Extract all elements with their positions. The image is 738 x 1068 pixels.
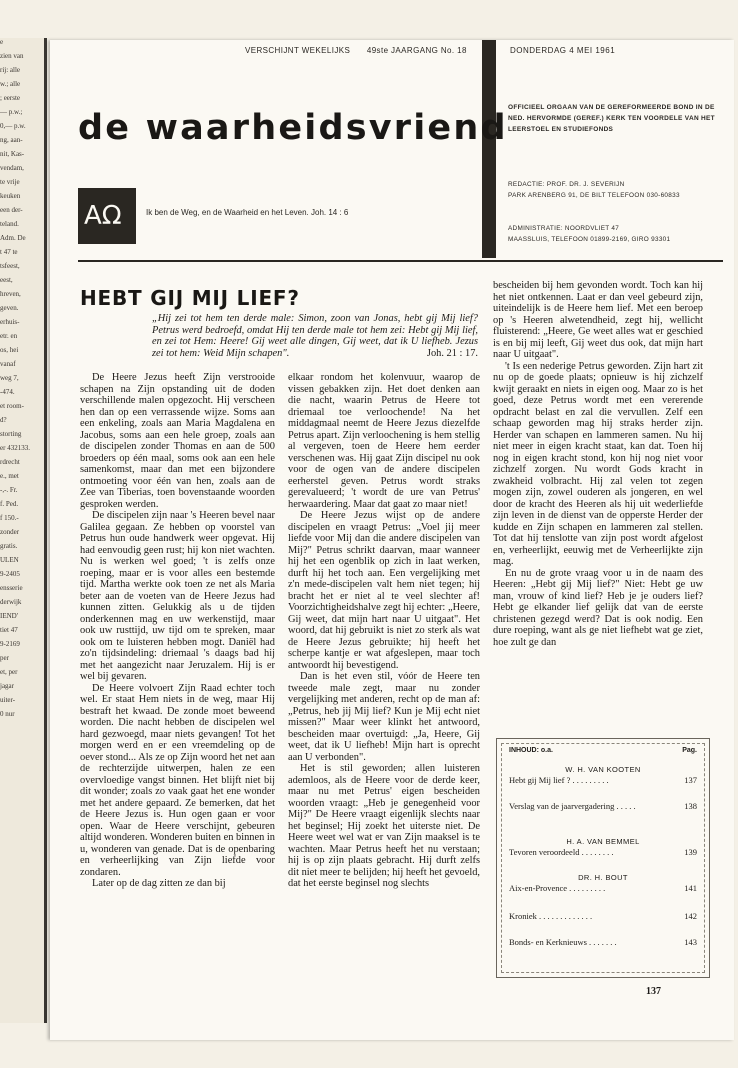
paragraph: elkaar rondom het kolenvuur, waarop de vissen gebakken zijn. Het doet denken aan die nacht, waarin Petrus de Heere tot driemaal toe verloochende! Na het middagmaal neemt de Heere Jezus diezelfde Petrus apart. Zijn verloochening is hem stellig al vergeven, toen de Heere hem eerder verschenen was. Hij gaat Zijn discipel nu ook voor de ogen van de andere discipelen eerherstel geven. Petrus wordt straks gerevalueerd; 't wordt de ure van Petrus' herwaardering. Maar dat gaat zo maar niet! — [288, 372, 480, 510]
toc-item — [509, 837, 697, 857]
previous-page-fragment: -474. — [0, 388, 15, 396]
previous-page-fragment: per — [0, 654, 9, 662]
logo-letters: ΑΩ — [84, 201, 122, 231]
masthead-title: de waarheidsvriend — [78, 108, 508, 148]
toc-title: Hebt gij Mij lief ? . . . . . . . . . — [509, 775, 609, 785]
previous-page-fragment: uiter- — [0, 696, 16, 704]
previous-page-fragment: rdrecht — [0, 458, 20, 466]
toc-item — [509, 911, 697, 921]
toc-heading: INHOUD: o.a. — [509, 747, 553, 754]
previous-page-fragment: derwijk — [0, 598, 22, 606]
issue-date: DONDERDAG 4 MEI 1961 — [510, 46, 616, 55]
toc-page-label: Pag. — [682, 747, 697, 754]
previous-page-fragment: -,-. Fr. — [0, 486, 18, 494]
previous-page-fragment: et room- — [0, 402, 24, 410]
administration-line: ADMINISTRATIE: NOORDVLIET 47 — [508, 225, 620, 232]
previous-page-fragment: jagar — [0, 682, 14, 690]
previous-page-fragment: weg 7, — [0, 374, 19, 382]
paragraph: 't Is een nederige Petrus geworden. Zijn hart zit nu op de goede plaats; opnieuw is hij zichzelf kwijt geraakt en niets in eigen oog. Maar zo is het goed, deze Petrus wordt met een vererende opdracht belast en zal die vervullen. Zelf een schaap geworden mag hij straks herder zijn. Herder van schapen en lammeren samen. Nu hij niet meer in eigen kracht staat, kan dat. Toen hij nog in eigen kracht stond, kon hij nog niet voor zichzelf zorgen. Nu wordt Gods kracht in zwakheid volbracht. Hij zal velen tot zegen mogen zijn, zowel ouderen als jongeren, en wel door de kracht des Heeren als hij uit wederliefde zijn leven in de dienst van de opperste Herder der kudde en Zijn schapen en lammeren zal stellen. Tot dat hij tenslotte van zijn post wordt afgelost en, verheerlijkt, eeuwig met de Verheerlijkte zijn mag. — [493, 360, 703, 567]
toc-page: 137 — [684, 775, 697, 785]
editor-address: PARK ARENBERG 91, DE BILT TELEFOON 030-60833 — [508, 192, 680, 199]
header-rule — [78, 260, 723, 262]
article-headline: HEBT GIJ MIJ LIEF? — [80, 286, 300, 310]
toc-page: 142 — [684, 911, 697, 921]
quote-reference: Joh. 21 : 17. — [426, 347, 478, 359]
previous-page-fragment: f 150.- — [0, 514, 19, 522]
previous-page-fragment: gratis. — [0, 542, 18, 550]
paragraph: De Heere Jezus wijst op de andere discipelen en vraagt Petrus: „Voel jij meer liefde voor Mij dan die andere discipelen van Mij?" Petrus schrikt daarvan, maar wanneer hij het een ogenblik op zich in laat werken, durft hij het toch aan. Een vergelijking met z'n mede-discipelen valt hem niet tegen; hij bracht het er niet al te veel slechter af! Voorzichtigheidshalve zegt hij echter: „Heere, Gij weet, dat mijn hart naar U uitgaat". Het woord, dat hij gebruikt is niet zo sterk als wat de Heere Jezus gebruikte; hij heeft het scherpe kantje er wat afgeslepen, maar toch antwoordt hij bevestigend. — [288, 510, 480, 671]
publication-frequency: VERSCHIJNT WEKELIJKS — [245, 46, 351, 55]
previous-page-fragment: t 47 te — [0, 248, 18, 256]
toc-page: 143 — [684, 937, 697, 947]
header-divider — [482, 40, 496, 258]
previous-page-fragment: hreven, — [0, 290, 21, 298]
toc-author: DR. H. BOUT — [578, 873, 628, 882]
previous-page-fragment: Adm. De — [0, 234, 26, 242]
toc-page: 138 — [684, 801, 697, 811]
previous-page-fragment: tsfeest, — [0, 262, 20, 270]
paragraph: Later op de dag zitten ze dan bij — [92, 878, 226, 889]
toc-title: Bonds- en Kerknieuws . . . . . . . — [509, 937, 617, 947]
previous-page-fragment: vendam, — [0, 164, 24, 172]
previous-page-fragment: — p.w.; — [0, 108, 23, 116]
previous-page-fragment: d? — [0, 416, 7, 424]
previous-page-fragment: os, hei — [0, 346, 19, 354]
toc-page: 139 — [684, 847, 697, 857]
toc-author: H. A. VAN BEMMEL — [566, 837, 640, 846]
article-column-1 — [80, 372, 275, 890]
previous-page-fragment: e., met — [0, 472, 19, 480]
previous-page-fragment: ng, aan- — [0, 136, 23, 144]
previous-page-fragment: f. Ped. — [0, 500, 19, 508]
toc-item — [509, 801, 697, 811]
previous-page-fragment: vanaf — [0, 360, 16, 368]
previous-page-fragment: een der- — [0, 206, 23, 214]
toc-author: W. H. VAN KOOTEN — [565, 765, 641, 774]
publication-line — [245, 46, 481, 55]
volume-number: 49ste JAARGANG No. 18 — [366, 46, 467, 55]
previous-page-fragment: erhuis- — [0, 318, 20, 326]
toc-item — [509, 765, 697, 785]
toc-item — [509, 873, 697, 893]
editorial-info — [508, 179, 723, 201]
toc-title: Tevoren veroordeeld . . . . . . . . — [509, 847, 614, 857]
previous-page-fragment: ensserie — [0, 584, 23, 592]
paragraph: De Heere volvoert Zijn Raad echter toch wel. Er staat Hem niets in de weg, maar Hij bestraft het kwaad. De zonde moet beweend worden. Die nacht hebben de discipelen wel hard gezwoegd, maar niets gevangen! Tot het morgen werd en er een vreemdeling op de oever stond... Als ze op Zijn woord het net aan de rechterzijde uitwerpen, halen ze een overvloedige vangst binnen. Het blijft niet bij dit wonder; zoals zo vaak gaat het ene wonder met het andere gepaard. Ze bemerken, dat het de Heere Jezus is. Hun ogen gaan er voor open. Waar de Heere verschijnt, gebeuren altijd wonderen. Wonderen buiten en binnen in u, wonderen van genade. Dat is de openbaring en verheerlijking van Zijn liefde voor zondaren. — [80, 682, 275, 878]
organization-statement: OFFICIEEL ORGAAN VAN DE GEREFORMEERDE BOND IN DE NED. HERVORMDE (GEREF.) KERK TEN VOORDELE VAN HET LEERSTOEL EN STUDIEFONDS — [508, 104, 715, 133]
editor-line: REDACTIE: PROF. DR. J. SEVERIJN — [508, 181, 625, 188]
previous-page-fragment: IEND' — [0, 612, 18, 620]
previous-page-fragment: teland. — [0, 220, 19, 228]
previous-page-fragment: nit, Kas- — [0, 150, 25, 158]
paragraph: De Heere Jezus heeft Zijn verstrooide schapen na Zijn opstanding uit de doden verschillende malen opgezocht. Hij verscheen hen dan op een verrassende wijze. Soms aan een enkeling, zoals aan Maria Magdalena en Jacobus, soms aan een hele groep, zoals aan de discipelen zonder Thomas en aan de 500 broeders op één maal, soms ook aan een hele samenkomst, maar dan met een bijzondere ontmoeting voor één van hen, zoals aan de Zee van Tiberias, toen bovenstaande woorden gesproken werden. — [80, 372, 275, 510]
article-column-3 — [493, 280, 703, 648]
previous-page-fragment: etr. en — [0, 332, 18, 340]
alpha-omega-logo — [78, 188, 136, 244]
previous-page-fragment: 0,— p.w. — [0, 122, 26, 130]
previous-page-fragment: te vrije — [0, 178, 20, 186]
previous-page-fragment: zien van — [0, 52, 24, 60]
previous-page-fragment: 9-2405 — [0, 570, 20, 578]
previous-page-fragment: storting — [0, 430, 22, 438]
previous-page-fragment: ULEN — [0, 556, 19, 564]
administration-address: MAASSLUIS, TELEFOON 01899-2169, GIRO 93301 — [508, 236, 671, 243]
previous-page-fragment: w.; alle — [0, 80, 21, 88]
article-column-2 — [288, 372, 480, 890]
toc-page: 141 — [684, 883, 697, 893]
toc-title: Aix-en-Provence . . . . . . . . . — [509, 883, 606, 893]
previous-page-fragment: 0 nur — [0, 710, 15, 718]
page-number: 137 — [646, 986, 661, 997]
previous-page-fragment: er 432133. — [0, 444, 30, 452]
quote-text: „Hij zei tot hem ten derde male: Simon, zoon van Jonas, hebt gij Mij lief? Petrus werd bedroefd, omdat Hij ten derde male tot hem zei: Hebt gij Mij lief, en zei tot Hem: Heere! Gij weet alle dingen, Gij weet, dat ik U liefheb. Jezus zei tot hem: Weid Mijn schapen". — [152, 313, 478, 359]
table-of-contents — [496, 738, 710, 978]
article-quote — [152, 313, 478, 359]
motto: Ik ben de Weg, en de Waarheid en het Leven. Joh. 14 : 6 — [146, 208, 349, 217]
previous-page-fragment: geven. — [0, 304, 19, 312]
paragraph: Het is stil geworden; allen luisteren ademloos, als de Heere voor de derde keer, maar nu met Petrus' eigen bescheiden woorden vraagt: „Heb je genegenheid voor Mij?" De Heere vraagt eigenlijk slechts naar het beginsel; Hij zoekt het uiterste niet. De Heere weet wel wat er van Zijn maaksel is te wachten. Maar Petrus heeft het nu verstaan; hij is op zijn plaats gebracht. Hij durft zelfs dit niet meer te belijden; hij heeft het gevoeld, dat het eerste beginsel nog slechts — [288, 763, 480, 889]
paragraph: bescheiden bij hem gevonden wordt. Toch kan hij het niet ontkennen. Laat er dan veel gebeurd zijn, uiteindelijk is de Heere hem lief. Met een beroep op 's Heeren alwetendheid, zegt hij, wellicht fluisterend: „Heere, Ge weet alles wat er geschied is en bij mij leeft, Gij weet dus ook, dat mijn hart naar U uitgaat". — [493, 280, 703, 360]
previous-page-fragment: et, per — [0, 668, 18, 676]
toc-item — [509, 937, 697, 947]
toc-title: Verslag van de jaarvergadering . . . . . — [509, 801, 636, 811]
previous-page-fragment: tiet 47 — [0, 626, 18, 634]
previous-page-fragment: eest, — [0, 276, 13, 284]
administration-info — [508, 223, 723, 245]
previous-page-fragment: 9-2169 — [0, 640, 20, 648]
previous-page-fragment: keuken — [0, 192, 21, 200]
previous-page-fragment: e — [0, 38, 4, 46]
paragraph: De discipelen zijn naar 's Heeren bevel naar Galilea gegaan. Ze hebben op voorstel van Petrus hun oude handwerk weer opgevat. Hij had eenvoudig geen rust; hij kon niet wachten. Nu is werken wel goed; 't is zelfs onze roeping, maar er is voor alles een bestemde tijd. Martha werkte ook toen ze net als Maria beter aan de voeten van de Heere Jezus had kunnen zitten. Gelukkig als u de tijden onderkennen mag en uw werkenstijd, maar ook uw rusttijd, uw tijd om te spreken, maar ook om te luisteren hebben mogt. Daniël had zo'n tijdsindeling: driemaal 's daags bad hij met het aangezicht naar Jeruzalem. Hij is er wel bij gevaren. — [80, 510, 275, 682]
previous-page-fragment: ; eerste — [0, 94, 21, 102]
paragraph: En nu de grote vraag voor u in de naam des Heeren: „Hebt gij Mij lief?" Niet: Hebt ge uw man, vrouw of kind lief? Heb je je ouders lief? Hebt ge elkander lief gelijk dat van de eerste christenen gezegd werd? Dat is ook nodig. Een dure roeping, want als ge niet liefhebt wat ge ziet, hoe zult ge dan — [493, 567, 703, 648]
toc-header — [509, 747, 697, 754]
previous-page-edge — [0, 38, 47, 1023]
toc-title: Kroniek . . . . . . . . . . . . . — [509, 911, 593, 921]
previous-page-fragment: rij: alle — [0, 66, 21, 74]
newspaper-page — [50, 40, 734, 1040]
paragraph: Dan is het even stil, vóór de Heere ten tweede male zegt, maar nu zonder vergelijking met anderen, recht op de man af: „Petrus, heb jij Mij lief? Kun je Mij echt niet missen?" Maar weer klinkt het antwoord, bescheiden maar overtuigd: „Ja, Heere, Gij weet, dat ik U liefheb! Mijn hart is oprecht aan U verbonden". — [288, 671, 480, 763]
previous-page-fragment: zonder — [0, 528, 20, 536]
